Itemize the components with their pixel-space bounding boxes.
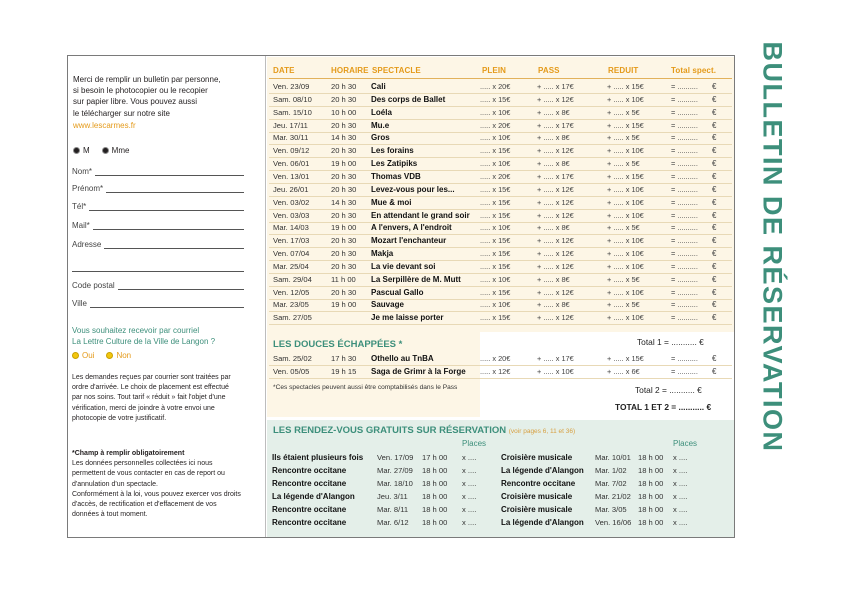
free-event-name: Croisière musicale: [501, 453, 573, 462]
free-event-hour: 18 h 00: [638, 466, 664, 475]
date-cell: Sam. 15/10: [273, 107, 312, 117]
reduit-qty-cell[interactable]: + ..... x 10€: [607, 287, 644, 297]
reduit-qty-cell[interactable]: + ..... x 6€: [607, 367, 640, 376]
total-2: Total 2 = ........... €: [635, 385, 702, 395]
pass-qty-cell[interactable]: + ..... x 12€: [537, 184, 574, 194]
row-separator: [269, 144, 732, 145]
total-cell[interactable]: = ..........: [671, 354, 698, 363]
show-cell: Makja: [371, 249, 394, 259]
total-1: Total 1 = ........... €: [637, 337, 704, 347]
header-show: SPECTACLE: [372, 66, 421, 75]
plein-qty-cell[interactable]: ..... x 20€: [480, 171, 511, 181]
total-cell[interactable]: = ..........: [671, 274, 698, 284]
header-total: Total spect.: [671, 66, 717, 75]
euro-cell: €: [712, 184, 717, 194]
date-cell: Ven. 13/01: [273, 171, 310, 181]
plein-qty-cell[interactable]: ..... x 10€: [480, 133, 511, 143]
plein-qty-cell[interactable]: ..... x 12€: [480, 367, 511, 376]
date-cell: Sam. 27/05: [273, 313, 312, 323]
mail-field[interactable]: Mail*: [72, 220, 244, 230]
row-separator: [269, 311, 732, 312]
hour-cell: 17 h 30: [331, 354, 357, 363]
euro-cell: €: [712, 354, 717, 363]
row-separator: [269, 286, 732, 287]
show-cell: La vie devant soi: [371, 261, 436, 271]
euro-cell: €: [712, 261, 717, 271]
total-cell[interactable]: = ..........: [671, 367, 698, 376]
free-event-hour: 18 h 00: [422, 518, 448, 527]
prenom-field[interactable]: Prénom*: [72, 183, 244, 193]
reduit-qty-cell[interactable]: + ..... x 5€: [607, 159, 640, 169]
total-cell[interactable]: = ..........: [671, 197, 698, 207]
free-event-hour: 18 h 00: [638, 453, 664, 462]
total-cell[interactable]: = ..........: [671, 107, 698, 117]
show-cell: Gros: [371, 133, 390, 143]
nom-field[interactable]: Nom*: [72, 166, 244, 176]
form-intro: [73, 74, 259, 131]
free-event-name: La légende d'Alangon: [272, 492, 355, 501]
radio-dot-icon: [72, 352, 79, 359]
row-separator: [269, 209, 732, 210]
free-event-date: Mar. 10/01: [595, 453, 631, 462]
total-1-and-2: TOTAL 1 ET 2 = ........... €: [615, 402, 712, 412]
hour-cell: 20 h 30: [331, 94, 357, 104]
free-event-name: Rencontre occitane: [272, 466, 347, 475]
euro-cell: €: [712, 313, 717, 323]
free-event-date: Mar. 6/12: [377, 518, 409, 527]
reduit-qty-cell[interactable]: + ..... x 15€: [607, 120, 644, 130]
total-cell[interactable]: = ..........: [671, 261, 698, 271]
euro-cell: €: [712, 223, 717, 233]
pass-qty-cell[interactable]: + ..... x 12€: [537, 287, 574, 297]
free-event-date: Jeu. 3/11: [377, 492, 408, 501]
pass-qty-cell[interactable]: + ..... x 12€: [537, 197, 574, 207]
free-event-name: Croisière musicale: [501, 505, 573, 514]
free-event-date: Mar. 3/05: [595, 505, 627, 514]
adresse-line2-field[interactable]: [72, 262, 244, 272]
row-separator: [269, 378, 732, 379]
header-pass: PASS: [538, 66, 560, 75]
plein-qty-cell[interactable]: ..... x 15€: [480, 184, 511, 194]
reduit-qty-cell[interactable]: + ..... x 5€: [607, 223, 640, 233]
date-cell: Mar. 25/04: [273, 261, 309, 271]
free-event-places[interactable]: x ....: [462, 453, 477, 462]
pass-qty-cell[interactable]: + ..... x 8€: [537, 223, 570, 233]
row-separator: [269, 324, 732, 325]
reduit-qty-cell[interactable]: + ..... x 15€: [607, 354, 644, 363]
date-cell: Ven. 23/09: [273, 82, 310, 91]
total-cell[interactable]: = ..........: [671, 249, 698, 259]
hour-cell: 20 h 30: [331, 82, 357, 91]
total-cell[interactable]: = ..........: [671, 300, 698, 310]
show-cell: Je me laisse porter: [371, 313, 444, 323]
date-cell: Ven. 07/04: [273, 249, 310, 259]
show-cell: Sauvage: [371, 300, 404, 310]
website-link[interactable]: www.lescarmes.fr: [73, 120, 136, 130]
plein-qty-cell[interactable]: ..... x 20€: [480, 354, 511, 363]
free-event-hour: 17 h 00: [422, 453, 448, 462]
show-cell: Othello au TnBA: [371, 354, 434, 363]
euro-cell: €: [712, 171, 717, 181]
free-event-hour: 18 h 00: [422, 466, 448, 475]
total-cell[interactable]: = ..........: [671, 210, 698, 220]
free-event-places[interactable]: x ....: [462, 518, 477, 527]
reduit-qty-cell[interactable]: + ..... x 10€: [607, 146, 644, 156]
civility-radio-group: [73, 146, 129, 155]
row-separator: [269, 119, 732, 120]
hour-cell: 20 h 30: [331, 236, 357, 246]
pass-qty-cell[interactable]: + ..... x 12€: [537, 313, 574, 323]
reduit-qty-cell[interactable]: + ..... x 10€: [607, 197, 644, 207]
ville-field[interactable]: Ville: [72, 298, 244, 308]
header-date: DATE: [273, 66, 295, 75]
row-separator: [269, 299, 732, 300]
euro-cell: €: [712, 133, 717, 143]
plein-qty-cell[interactable]: ..... x 15€: [480, 236, 511, 246]
show-cell: Pascual Gallo: [371, 287, 424, 297]
reduit-qty-cell[interactable]: + ..... x 5€: [607, 107, 640, 117]
radio-dot-icon: [102, 147, 109, 154]
date-cell: Ven. 03/02: [273, 197, 310, 207]
plein-qty-cell[interactable]: ..... x 15€: [480, 313, 511, 323]
date-cell: Ven. 05/05: [273, 367, 310, 376]
pass-qty-cell[interactable]: + ..... x 8€: [537, 159, 570, 169]
euro-cell: €: [712, 159, 717, 169]
date-cell: Sam. 29/04: [273, 274, 312, 284]
pass-qty-cell[interactable]: + ..... x 8€: [537, 133, 570, 143]
reduit-qty-cell[interactable]: + ..... x 15€: [607, 82, 644, 91]
free-event-date: Ven. 16/06: [595, 518, 632, 527]
euro-cell: €: [712, 274, 717, 284]
pass-qty-cell[interactable]: + ..... x 17€: [537, 171, 574, 181]
show-cell: En attendant le grand soir: [371, 210, 470, 220]
free-event-name: Rencontre occitane: [272, 505, 347, 514]
header-rule: [269, 78, 732, 79]
total-cell[interactable]: = ..........: [671, 287, 698, 297]
free-event-places[interactable]: x ....: [462, 492, 477, 501]
row-separator: [269, 106, 732, 107]
column-divider: [265, 56, 266, 537]
hour-cell: 20 h 30: [331, 146, 357, 156]
newsletter-no-radio[interactable]: Non: [106, 351, 131, 360]
show-cell: Les forains: [371, 146, 414, 156]
douces-footnote: *Ces spectacles peuvent aussi être comptabilisés dans le Pass: [273, 384, 458, 391]
plein-qty-cell[interactable]: ..... x 15€: [480, 287, 511, 297]
total-cell[interactable]: = ..........: [671, 94, 698, 104]
reduit-qty-cell[interactable]: + ..... x 5€: [607, 133, 640, 143]
mail-order-note: Les demandes reçues par courrier sont traitées par ordre d'arrivée. Le choix de placement est effectué par nos soins. Tout tarif « réduit » fait l'objet d'une vérification, merci de joindre à votre envoi une photocopie de votre justificatif.: [72, 374, 231, 422]
douces-echappees-title: LES DOUCES ÉCHAPPÉES *: [273, 339, 403, 350]
reduit-qty-cell[interactable]: + ..... x 10€: [607, 184, 644, 194]
row-separator: [269, 222, 732, 223]
free-event-places[interactable]: x ....: [673, 505, 688, 514]
show-cell: Levez-vous pour les...: [371, 184, 455, 194]
show-cell: Mue & moi: [371, 197, 412, 207]
date-cell: Ven. 12/05: [273, 287, 310, 297]
free-event-places[interactable]: x ....: [673, 518, 688, 527]
adresse-field[interactable]: Adresse: [72, 239, 244, 249]
reduit-qty-cell[interactable]: + ..... x 5€: [607, 274, 640, 284]
free-event-hour: 18 h 00: [638, 505, 664, 514]
pass-qty-cell[interactable]: + ..... x 12€: [537, 236, 574, 246]
hour-cell: 20 h 30: [331, 171, 357, 181]
reduit-qty-cell[interactable]: + ..... x 10€: [607, 249, 644, 259]
free-event-hour: 18 h 00: [422, 479, 448, 488]
header-hour: HORAIRE: [331, 66, 369, 75]
euro-cell: €: [712, 146, 717, 156]
free-events-title: LES RENDEZ-VOUS GRATUITS SUR RÉSERVATION (voir pages 6, 11 et 36): [273, 425, 576, 436]
date-cell: Mar. 30/11: [273, 133, 309, 143]
euro-cell: €: [712, 120, 717, 130]
newsletter-radio-group: [72, 351, 131, 360]
pass-qty-cell[interactable]: + ..... x 12€: [537, 94, 574, 104]
free-event-date: Ven. 17/09: [377, 453, 414, 462]
hour-cell: 19 h 00: [331, 300, 357, 310]
total-cell[interactable]: = ..........: [671, 313, 698, 323]
free-event-name: Ils étaient plusieurs fois: [272, 453, 364, 462]
radio-dot-icon: [73, 147, 80, 154]
date-cell: Ven. 09/12: [273, 146, 310, 156]
free-event-hour: 18 h 00: [638, 492, 664, 501]
euro-cell: €: [712, 107, 717, 117]
total-cell[interactable]: = ..........: [671, 133, 698, 143]
plein-qty-cell[interactable]: ..... x 15€: [480, 94, 511, 104]
pass-qty-cell[interactable]: + ..... x 12€: [537, 146, 574, 156]
free-event-name: Croisière musicale: [501, 492, 573, 501]
pass-qty-cell[interactable]: + ..... x 8€: [537, 274, 570, 284]
header-reduit: REDUIT: [608, 66, 639, 75]
pass-qty-cell[interactable]: + ..... x 8€: [537, 107, 570, 117]
plein-qty-cell[interactable]: ..... x 10€: [480, 300, 511, 310]
row-separator: [269, 273, 732, 274]
euro-cell: €: [712, 367, 717, 376]
pass-qty-cell[interactable]: + ..... x 10€: [537, 367, 574, 376]
show-cell: Saga de Grimr à la Forge: [371, 367, 466, 376]
radio-dot-icon: [106, 352, 113, 359]
reduit-qty-cell[interactable]: + ..... x 5€: [607, 300, 640, 310]
total-cell[interactable]: = ..........: [671, 159, 698, 169]
row-separator: [269, 157, 732, 158]
row-separator: [269, 234, 732, 235]
total-cell[interactable]: = ..........: [671, 184, 698, 194]
show-cell: La Serpillère de M. Mutt: [371, 274, 461, 284]
free-event-name: La légende d'Alangon: [501, 518, 584, 527]
total-cell[interactable]: = ..........: [671, 146, 698, 156]
row-separator: [269, 196, 732, 197]
code-postal-field[interactable]: Code postal: [72, 280, 244, 290]
row-separator: [269, 93, 732, 94]
row-separator: [269, 183, 732, 184]
hour-cell: 20 h 30: [331, 120, 357, 130]
pass-qty-cell[interactable]: + ..... x 17€: [537, 82, 574, 91]
plein-qty-cell[interactable]: ..... x 15€: [480, 210, 511, 220]
hour-cell: 19 h 00: [331, 223, 357, 233]
row-separator: [269, 260, 732, 261]
free-event-hour: 18 h 00: [422, 492, 448, 501]
date-cell: Sam. 25/02: [273, 354, 312, 363]
free-event-hour: 18 h 00: [638, 518, 664, 527]
row-separator: [269, 247, 732, 248]
newsletter-yes-radio[interactable]: Oui: [72, 351, 94, 360]
total-cell[interactable]: = ..........: [671, 120, 698, 130]
plein-qty-cell[interactable]: ..... x 15€: [480, 261, 511, 271]
header-plein: PLEIN: [482, 66, 507, 75]
hour-cell: 20 h 30: [331, 261, 357, 271]
show-cell: Mozart l'enchanteur: [371, 236, 447, 246]
show-cell: A l'envers, A l'endroit: [371, 223, 452, 233]
plein-qty-cell[interactable]: ..... x 20€: [480, 120, 511, 130]
free-event-name: Rencontre occitane: [501, 479, 576, 488]
row-separator: [269, 170, 732, 171]
civility-m-radio[interactable]: M: [73, 146, 90, 155]
plein-qty-cell[interactable]: ..... x 15€: [480, 249, 511, 259]
places-label-right: Places: [673, 439, 698, 448]
newsletter-question: Vous souhaitez recevoir par courriel La Lettre Culture de la Ville de Langon ?: [72, 326, 216, 346]
hour-cell: 14 h 30: [331, 133, 357, 143]
show-cell: Les Zatipiks: [371, 159, 418, 169]
free-event-places[interactable]: x ....: [673, 492, 688, 501]
total-cell[interactable]: = ..........: [671, 82, 698, 91]
date-cell: Ven. 06/01: [273, 159, 310, 169]
total-cell[interactable]: = ..........: [671, 236, 698, 246]
date-cell: Jeu. 17/11: [273, 120, 308, 130]
free-event-date: Mar. 1/02: [595, 466, 627, 475]
plein-qty-cell[interactable]: ..... x 15€: [480, 197, 511, 207]
free-event-name: La légende d'Alangon: [501, 466, 584, 475]
free-event-places[interactable]: x ....: [673, 479, 688, 488]
hour-cell: 20 h 30: [331, 210, 357, 220]
reduit-qty-cell[interactable]: + ..... x 10€: [607, 236, 644, 246]
hour-cell: 19 h 00: [331, 159, 357, 169]
euro-cell: €: [712, 197, 717, 207]
date-cell: Mar. 14/03: [273, 223, 309, 233]
show-cell: Cali: [371, 82, 386, 91]
total-cell[interactable]: = ..........: [671, 223, 698, 233]
free-event-date: Mar. 8/11: [377, 505, 409, 514]
hour-cell: 10 h 00: [331, 107, 357, 117]
plein-qty-cell[interactable]: ..... x 10€: [480, 274, 511, 284]
pass-qty-cell[interactable]: + ..... x 12€: [537, 249, 574, 259]
date-cell: Mar. 23/05: [273, 300, 309, 310]
date-cell: Sam. 08/10: [273, 94, 312, 104]
free-event-places[interactable]: x ....: [673, 453, 688, 462]
show-cell: Loéla: [371, 107, 392, 117]
euro-cell: €: [712, 94, 717, 104]
date-cell: Ven. 17/03: [273, 236, 310, 246]
plein-qty-cell[interactable]: ..... x 10€: [480, 223, 511, 233]
pass-qty-cell[interactable]: + ..... x 8€: [537, 300, 570, 310]
hour-cell: 20 h 30: [331, 287, 357, 297]
hour-cell: 19 h 15: [331, 367, 357, 376]
reduit-qty-cell[interactable]: + ..... x 15€: [607, 171, 644, 181]
date-cell: Ven. 03/03: [273, 210, 310, 220]
reduit-qty-cell[interactable]: + ..... x 10€: [607, 261, 644, 271]
free-event-date: Mar. 18/10: [377, 479, 413, 488]
reduit-qty-cell[interactable]: + ..... x 10€: [607, 313, 644, 323]
hour-cell: 11 h 00: [331, 274, 356, 284]
show-cell: Thomas VDB: [371, 171, 421, 181]
free-event-name: Rencontre occitane: [272, 518, 347, 527]
pass-qty-cell[interactable]: + ..... x 12€: [537, 261, 574, 271]
pass-qty-cell[interactable]: + ..... x 17€: [537, 354, 574, 363]
privacy-note: *Champ à remplir obligatoirement Les données personnelles collectées ici nous permettent de vous contacter en cas de report ou d'annulation d'un spectacle. Conformément à la loi, vous pouvez exercer vos droits d'accès, de rectification et d'effacement de vos données à tout moment.: [72, 450, 241, 519]
free-event-places[interactable]: x ....: [673, 466, 688, 475]
show-cell: Mu.e: [371, 120, 390, 130]
intro-text: Merci de remplir un bulletin par personne, si besoin le photocopier ou le recopier sur papier libre. Vous pouvez aussi le télécharger sur notre site: [73, 75, 221, 118]
euro-cell: €: [712, 236, 717, 246]
hour-cell: 20 h 30: [331, 184, 357, 194]
free-event-places[interactable]: x ....: [462, 479, 477, 488]
euro-cell: €: [712, 287, 717, 297]
free-event-places[interactable]: x ....: [462, 505, 477, 514]
hour-cell: 14 h 30: [331, 197, 357, 207]
row-separator: [269, 132, 732, 133]
reduit-qty-cell[interactable]: + ..... x 10€: [607, 210, 644, 220]
free-event-hour: 18 h 00: [422, 505, 448, 514]
free-event-date: Mar. 27/09: [377, 466, 413, 475]
plein-qty-cell[interactable]: ..... x 15€: [480, 146, 511, 156]
civility-mme-radio[interactable]: Mme: [102, 146, 130, 155]
pass-qty-cell[interactable]: + ..... x 12€: [537, 210, 574, 220]
free-event-date: Mar. 21/02: [595, 492, 631, 501]
euro-cell: €: [712, 210, 717, 220]
free-event-hour: 18 h 00: [638, 479, 664, 488]
page-title: BULLETIN DE RÉSERVATION: [757, 41, 788, 453]
plein-qty-cell[interactable]: ..... x 10€: [480, 159, 511, 169]
euro-cell: €: [712, 82, 717, 91]
total-cell[interactable]: = ..........: [671, 171, 698, 181]
hour-cell: 20 h 30: [331, 249, 357, 259]
reduit-qty-cell[interactable]: + ..... x 10€: [607, 94, 644, 104]
places-label-left: Places: [462, 439, 487, 448]
plein-qty-cell[interactable]: ..... x 10€: [480, 107, 511, 117]
free-event-date: Mar. 7/02: [595, 479, 627, 488]
date-cell: Jeu. 26/01: [273, 184, 309, 194]
plein-qty-cell[interactable]: ..... x 20€: [480, 82, 511, 91]
euro-cell: €: [712, 249, 717, 259]
free-event-name: Rencontre occitane: [272, 479, 347, 488]
pass-qty-cell[interactable]: + ..... x 17€: [537, 120, 574, 130]
free-event-places[interactable]: x ....: [462, 466, 477, 475]
tel-field[interactable]: Tél*: [72, 201, 244, 211]
show-cell: Des corps de Ballet: [371, 94, 446, 104]
euro-cell: €: [712, 300, 717, 310]
row-separator: [269, 365, 732, 366]
